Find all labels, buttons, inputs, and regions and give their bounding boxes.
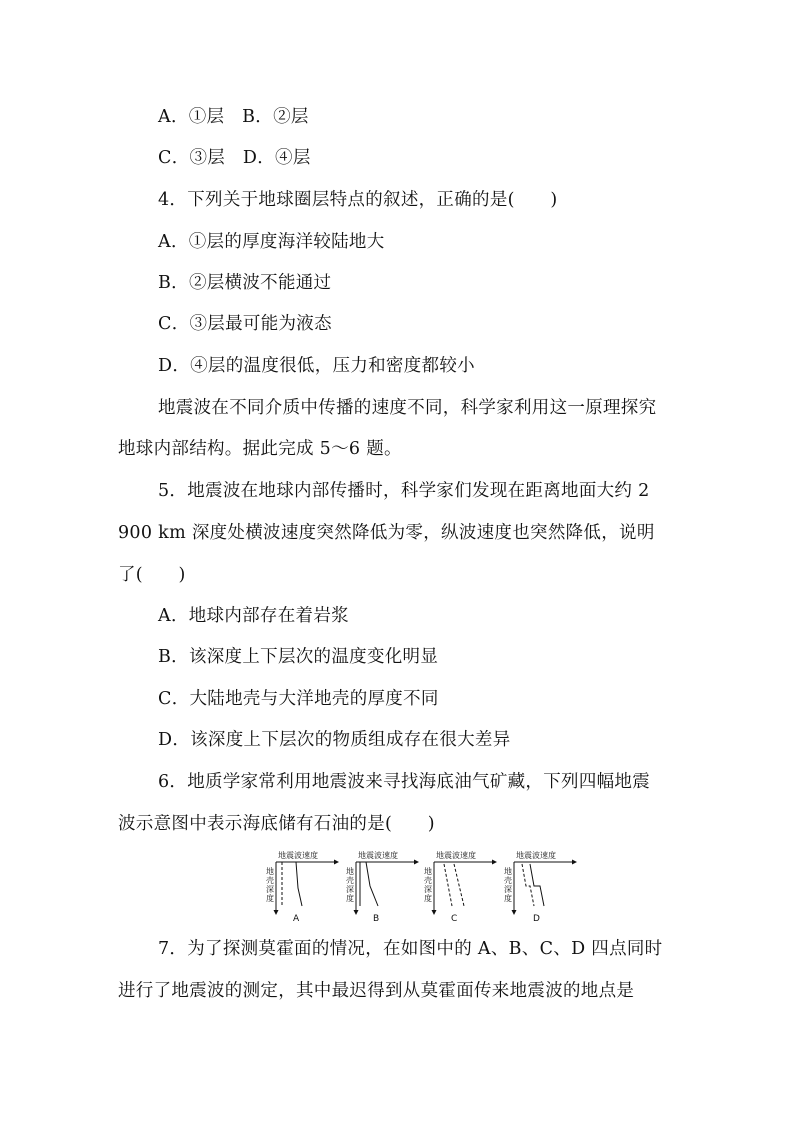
intro-line-1: 地震波在不同介质中传播的速度不同，科学家利用这一原理探究 [158,398,657,418]
q4-option-b: B．②层横波不能通过 [158,273,332,293]
figure-d-xlabel: 地震波速度 [516,851,556,860]
q5-line-1: 5．地震波在地球内部传播时，科学家们发现在距离地面大约 2 [158,481,650,501]
q4-option-c: C．③层最可能为液态 [158,314,332,334]
figure-b-diagram [342,848,422,924]
q6-line-1: 6．地质学家常利用地震波来寻找海底油气矿藏，下列四幅地震 [158,772,651,792]
q7-line-1: 7．为了探测莫霍面的情况，在如图中的 A、B、C、D 四点同时 [158,939,663,959]
q4-stem: 4．下列关于地球圈层特点的叙述，正确的是( ) [158,190,558,210]
figure-a-letter: A [293,914,300,924]
figure-c-diagram [420,848,500,924]
q3-options-row1: A．①层 B．②层 [158,107,309,127]
q5-line-2: 900 km 深度处横波速度突然降低为零，纵波速度也突然降低，说明 [118,523,655,543]
figure-d-s-wave [522,864,534,906]
figure-c-s-wave [444,864,452,906]
figure-d-diagram [500,848,580,924]
q5-option-d: D．该深度上下层次的物质组成存在很大差异 [158,730,511,750]
figure-d-letter: D [533,914,540,924]
figure-b-p-wave [366,862,378,906]
figure-b-ylabel: 地壳深度 [346,867,354,903]
q5-option-c: C．大陆地壳与大洋地壳的厚度不同 [158,689,439,709]
figure-panel-d [500,848,580,924]
q3-options-row2: C．③层 D．④层 [158,148,311,168]
figure-d-p-wave [530,864,544,906]
figure-panel-a [262,848,342,924]
q5-option-b: B．该深度上下层次的温度变化明显 [158,647,439,667]
figure-a-p-wave [296,862,302,906]
q6-line-2: 波示意图中表示海底储有石油的是( ) [118,814,435,834]
figure-a-xlabel: 地震波速度 [278,851,318,860]
figure-b-letter: B [373,914,380,924]
q4-option-a: A．①层的厚度海洋较陆地大 [158,232,385,252]
figure-d-ylabel: 地壳深度 [504,867,512,903]
figure-c-p-wave [454,864,464,906]
figure-c-xlabel: 地震波速度 [436,851,476,860]
figure-c-ylabel: 地壳深度 [424,867,432,903]
figure-c-letter: C [451,914,458,924]
intro-line-2: 地球内部结构。据此完成 5～6 题。 [118,439,402,459]
q5-line-3: 了( ) [118,565,186,585]
figure-a-ylabel: 地壳深度 [266,867,274,903]
seismic-wave-figures [262,848,572,924]
figure-panel-c [420,848,500,924]
q4-option-d: D．④层的温度很低，压力和密度都较小 [158,356,475,376]
figure-panel-b [342,848,422,924]
figure-b-xlabel: 地震波速度 [358,851,398,860]
figure-a-diagram [262,848,342,924]
q5-option-a: A．地球内部存在着岩浆 [158,606,349,626]
q7-line-2: 进行了地震波的测定，其中最迟得到从莫霍面传来地震波的地点是 [118,981,635,1001]
